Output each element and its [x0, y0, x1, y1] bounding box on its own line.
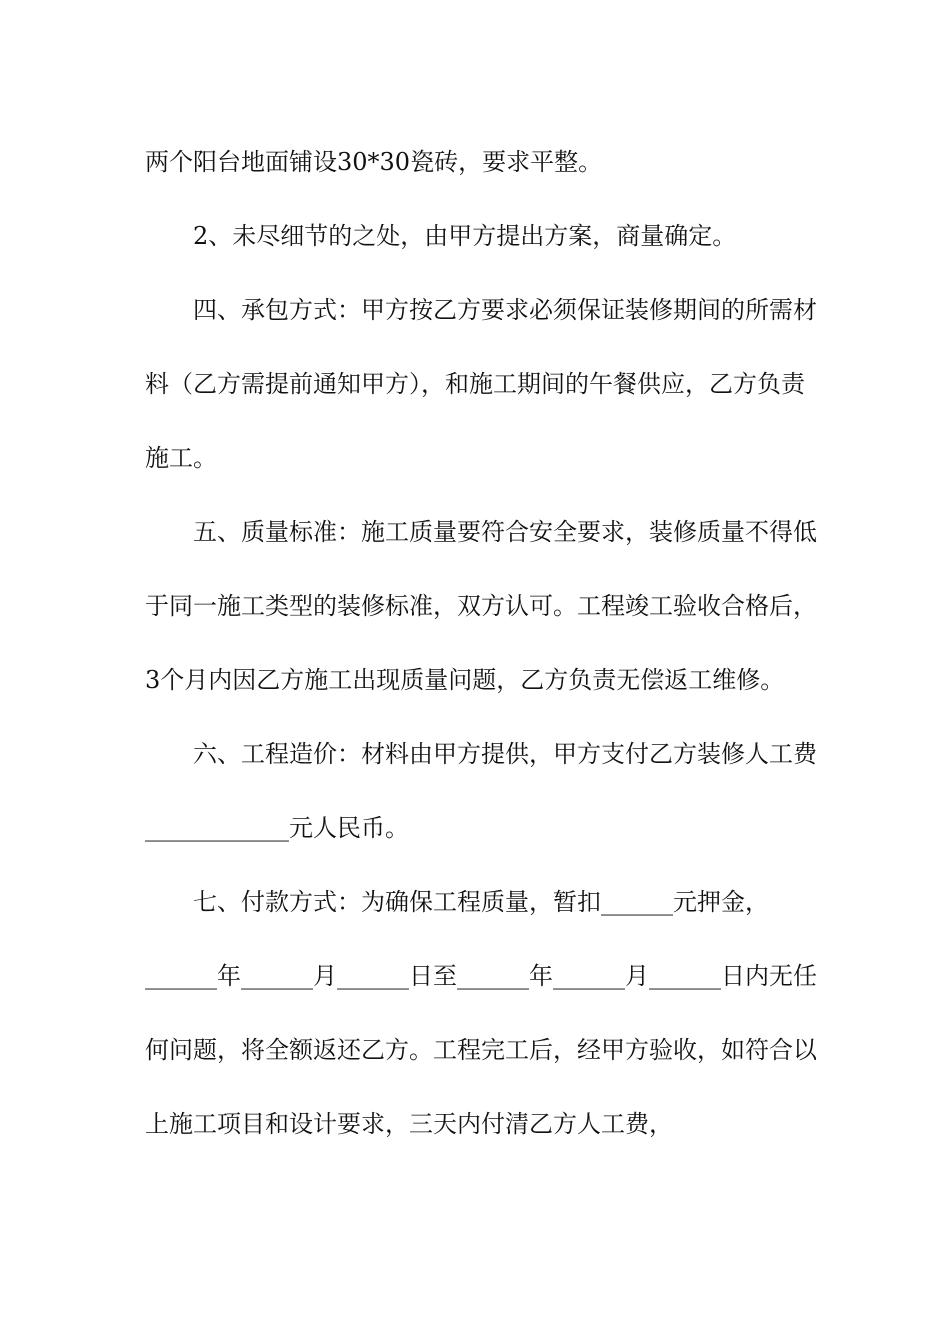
- document-body: [145, 125, 825, 1161]
- paragraph-contract-method: 四、承包方式：甲方按乙方要求必须保证装修期间的所需材料（乙方需提前通知甲方），和施工期间的午餐供应，乙方负责施工。: [145, 296, 817, 472]
- paragraph-quality-standard: 五、质量标准：施工质量要符合安全要求，装修质量不得低于同一施工类型的装修标准，双方认可。工程竣工验收合格后，3个月内因乙方施工出现质量问题，乙方负责无偿返工维修。: [145, 518, 817, 694]
- paragraph-balcony-tiles: 两个阳台地面铺设30*30瓷砖，要求平整。: [145, 148, 603, 176]
- paragraph-unfinished-details: 2、未尽细节的之处，由甲方提出方案，商量确定。: [193, 222, 737, 250]
- paragraph-project-cost: 六、工程造价：材料由甲方提供，甲方支付乙方装修人工费____________元人民币。: [145, 740, 817, 842]
- paragraph-payment-method: 七、付款方式：为确保工程质量，暂扣______元押金，______年______月______日至______年______月______日内无任何问题，将全额返还乙方。工程完工后，经甲方验收，如符合以上施工项目和设计要求，三天内付清乙方人工费，: [145, 888, 817, 1138]
